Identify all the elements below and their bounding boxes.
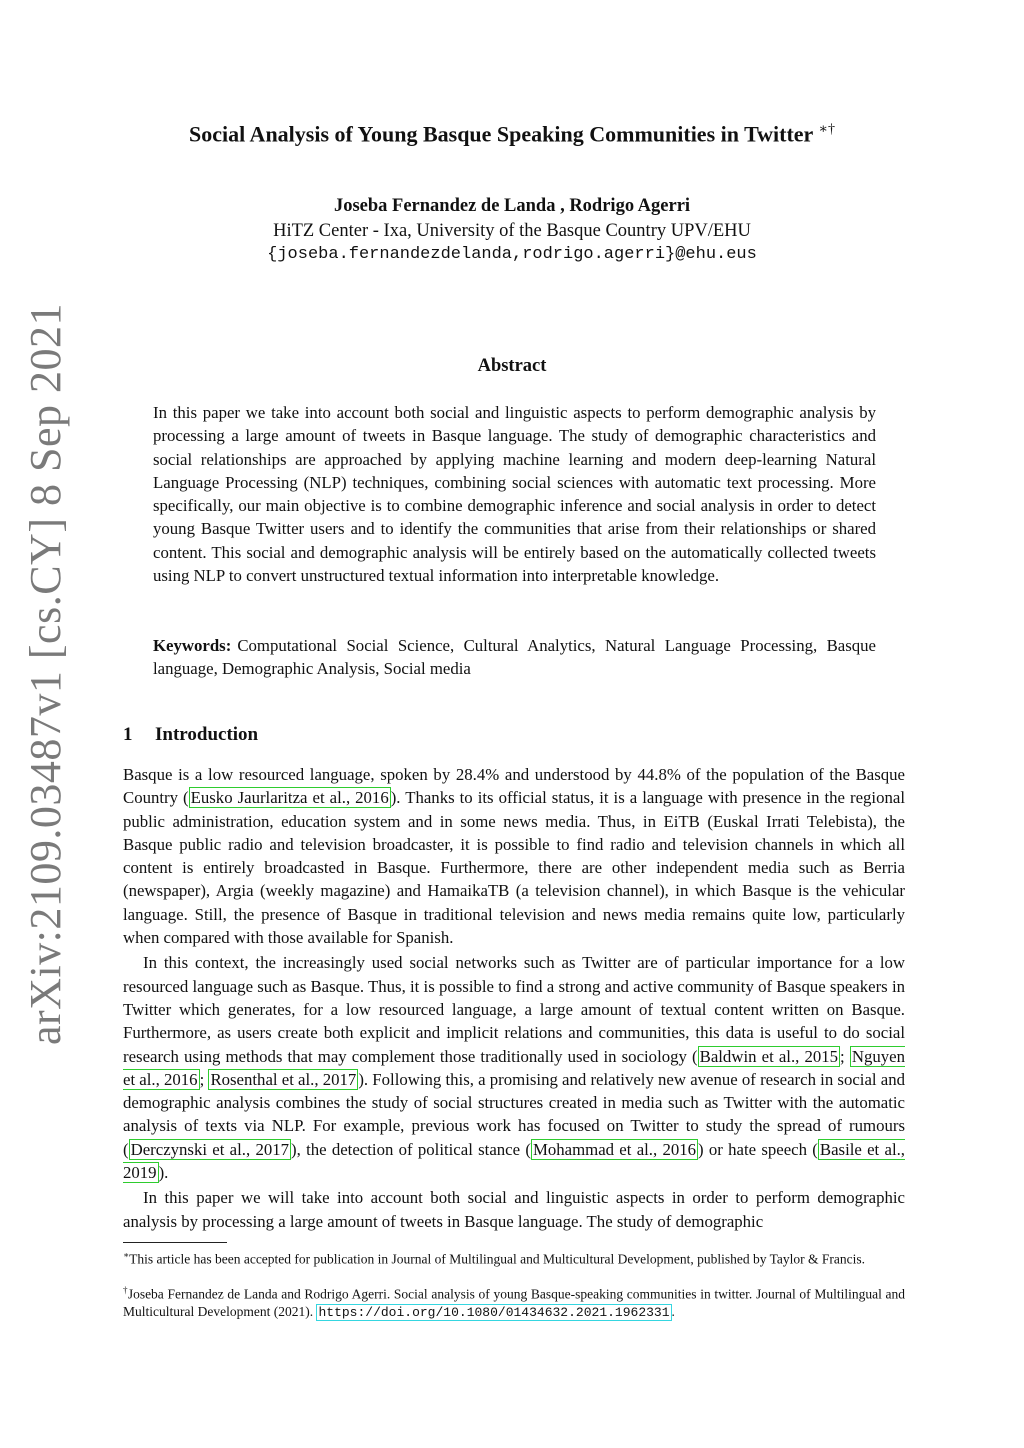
arxiv-identifier: arXiv:2109.03487v1 [cs.CY] 8 Sep 2021 [21, 303, 70, 1045]
citation-link[interactable]: Eusko Jaurlaritza et al., 2016 [190, 788, 389, 808]
author-emails: {joseba.fernandezdelanda,rodrigo.agerri}@ehu.eus [267, 245, 757, 264]
paper-title [0, 121, 1024, 147]
footnote-mark: ∗ [123, 1250, 130, 1260]
text-run: In this context, the increasingly used social networks such as Twitter are of particular importance for a low resourced language such as Basque. Thus, it is possible to find a strong and active community of Basque speakers in Twitter which generates, for a low resourced language, a large amount of textual content written on Basque. Furthermore, as users create both explicit and implicit relations and communities, this data is useful to do social research using methods that may complement those traditionally used in sociology ( [123, 953, 905, 1066]
section-title: Introduction [155, 724, 259, 745]
text-run: Basque is a low resourced language, spoken by 28.4% and understood by 44.8% of the population of the Basque Country ( [123, 765, 905, 808]
citation-link[interactable]: Derczynski et al., 2017 [130, 1139, 290, 1159]
text-run: ) or hate speech ( [698, 1139, 818, 1159]
text-run: ; [199, 1069, 209, 1089]
author-list: Joseba Fernandez de Landa , Rodrigo Agerri [333, 196, 691, 216]
footnote-end: . [671, 1303, 675, 1319]
text-run: ), the detection of political stance ( [291, 1139, 531, 1159]
footnote-1 [123, 1247, 905, 1268]
text-run: ; [840, 1046, 850, 1066]
text-run: ). [158, 1163, 169, 1183]
text-run: ). Following this, a promising and relatively new avenue of research in social and demographic analysis combines the study of social structures created in media such as Twitter with the automatic analysis of texts via NLP. For example, previous work has focused on Twitter to study the spread of rumours ( [123, 1069, 905, 1159]
paragraph [123, 951, 905, 1184]
section-heading [123, 724, 258, 746]
footnote-divider [123, 1242, 227, 1243]
footnote-2 [123, 1282, 905, 1321]
abstract-heading: Abstract [477, 356, 547, 376]
affiliation: HiTZ Center - Ixa, University of the Basque Country UPV/EHU [273, 221, 751, 241]
keywords [153, 634, 876, 681]
introduction-body [123, 763, 905, 1233]
paragraph: In this paper we will take into account both social and linguistic aspects in order to perform demographic analysis by processing a large amount of tweets in Basque language. The study of demographic [123, 1188, 905, 1231]
title-footnote-marks: ∗† [818, 122, 835, 137]
citation-link[interactable]: Basile et al., 2019 [123, 1139, 905, 1183]
paragraph [123, 763, 905, 949]
section-number: 1 [123, 724, 133, 745]
citation-link[interactable]: Baldwin et al., 2015 [699, 1046, 839, 1066]
abstract-text: In this paper we take into account both social and linguistic aspects to perform demographic analysis by processing a large amount of tweets in Basque language. The study of demographic characteristics and social relationships are approached by applying machine learning and modern deep-learning Natural Language Processing (NLP) techniques, combining social sciences with automatic text processing. More specifically, our main objective is to combine demographic inference and social analysis in order to detect young Basque Twitter users and to identify the communities that arise from their relationships or shared content. This social and demographic analysis will be entirely based on the automatically collected tweets using NLP to convert unstructured textual information into interpretable knowledge. [153, 403, 876, 586]
doi-link[interactable]: https://doi.org/10.1080/01434632.2021.1962331 [318, 1304, 670, 1320]
citation-link[interactable]: Mohammad et al., 2016 [532, 1139, 697, 1159]
text-run: ). Thanks to its official status, it is a language with presence in the regional public administration, education system and in some news media. Thus, in EiTB (Euskal Irrati Telebista), the Basque public radio and television broadcaster, it is possible to find radio and television channels in which all content is entirely broadcasted in Basque. Furthermore, there are other independent media such as Berria (newspaper), Argia (weekly magazine) and HamaikaTB (a television channel), in which Basque is the vehicular language. Still, the presence of Basque in traditional television and news media remains quite low, particularly when compared with those available for Spanish. [123, 788, 905, 948]
keywords-label: Keywords: [153, 636, 232, 655]
citation-link[interactable]: Rosenthal et al., 2017 [210, 1069, 357, 1089]
footnote-text: This article has been accepted for publication in Journal of Multilingual and Multicultural Development, published by Taylor & Francis. [129, 1251, 866, 1267]
keywords-text: Computational Social Science, Cultural Analytics, Natural Language Processing, Basque language, Demographic Analysis, Social media [153, 636, 876, 679]
paper-title-text: Social Analysis of Young Basque Speaking Communities in Twitter [189, 121, 813, 147]
footnote-text: Joseba Fernandez de Landa and Rodrigo Agerri. Social analysis of young Basque-speaking communities in twitter. Journal of Multilingual and Multicultural Development (2021). [123, 1286, 905, 1319]
footnote-mark: † [123, 1285, 128, 1295]
citation-link[interactable]: Nguyen et al., 2016 [123, 1046, 905, 1089]
